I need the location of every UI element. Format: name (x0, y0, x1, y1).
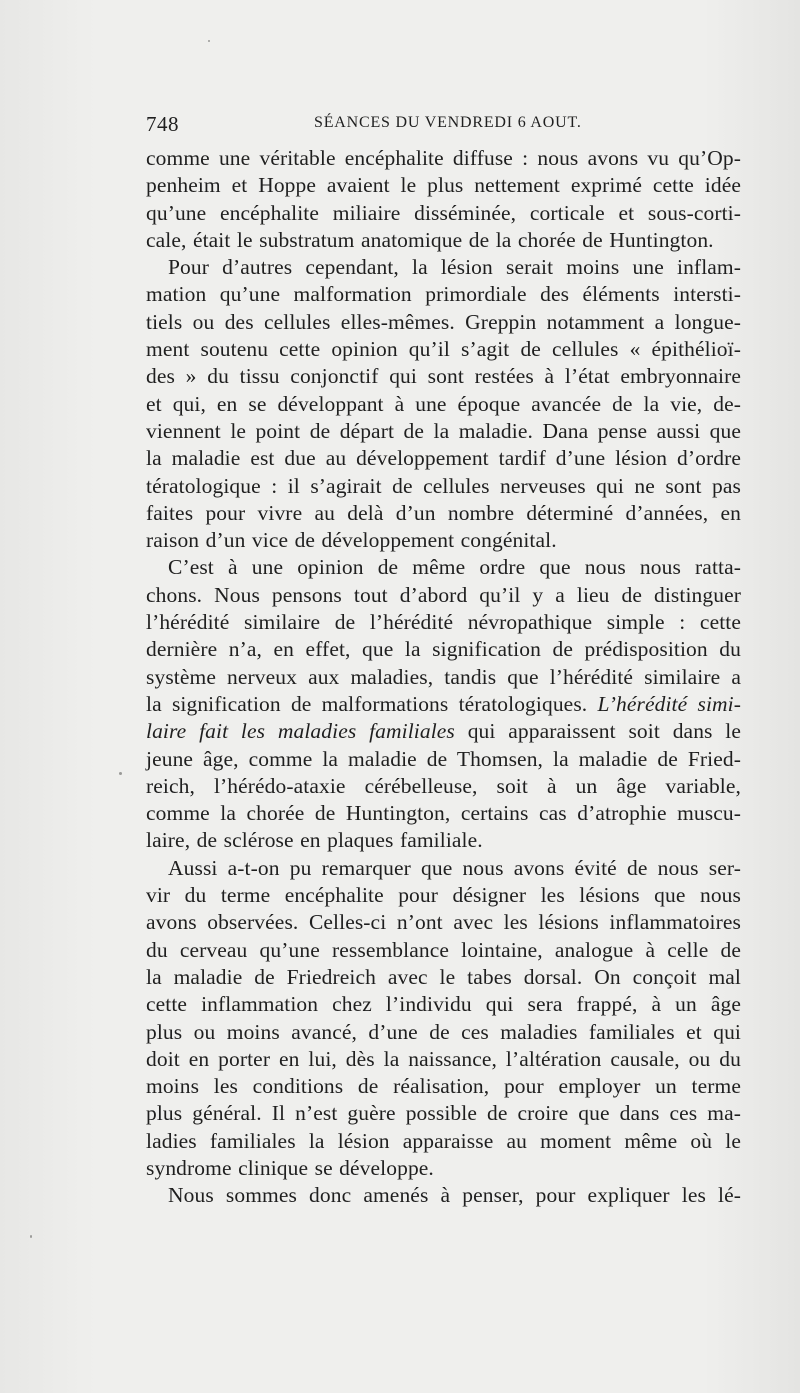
line-text: plus ou moins avancé, d’une de ces maladies familiales et qui (146, 1019, 741, 1044)
line-text: Pour d’autres cependant, la lésion serait moins une inflam- (168, 255, 741, 280)
body-text (146, 145, 741, 1210)
line-text: viennent le point de départ de la maladie. Dana pense aussi que (146, 418, 741, 443)
text-line (146, 254, 741, 281)
line-text: syndrome clinique se développe. (146, 1155, 434, 1180)
text-line (146, 1019, 741, 1046)
text-line (146, 1182, 741, 1209)
text-line (146, 800, 741, 827)
text-line (146, 773, 741, 800)
text-line (146, 664, 741, 691)
line-text: plus général. Il n’est guère possible de croire que dans ces ma- (146, 1101, 741, 1126)
line-text: doit en porter en lui, dès la naissance, l’altération causale, ou du (146, 1046, 741, 1071)
line-text: du cerveau qu’une ressemblance lointaine, analogue à celle de (146, 937, 741, 962)
line-text: cette inflammation chez l’individu qui sera frappé, à un âge (146, 992, 741, 1017)
text-line (146, 937, 741, 964)
line-text: comme une véritable encéphalite diffuse : nous avons vu qu’Op- (146, 146, 741, 170)
text-line (146, 827, 741, 854)
line-text: reich, l’hérédo-ataxie cérébelleuse, soit à un âge variable, (146, 773, 741, 798)
line-text: tératologique : il s’agirait de cellules nerveuses qui ne sont pas (146, 473, 741, 498)
text-line (146, 281, 741, 308)
paper-speck (119, 772, 122, 775)
text-line (146, 991, 741, 1018)
running-head: SÉANCES DU VENDREDI 6 AOUT. (314, 114, 582, 131)
paper-speck (30, 1235, 32, 1238)
line-text: faites pour vivre au delà d’un nombre déterminé d’années, en (146, 500, 741, 525)
paper-speck (208, 40, 210, 42)
text-line (146, 1046, 741, 1073)
line-text: C’est à une opinion de même ordre que nous nous ratta- (168, 555, 741, 580)
line-text: jeune âge, comme la maladie de Thomsen, la maladie de Fried- (146, 746, 741, 771)
line-text: ment soutenu cette opinion qu’il s’agit de cellules « épithélioï- (146, 337, 741, 362)
line-text: penheim et Hoppe avaient le plus nettement exprimé cette idée (146, 173, 741, 198)
text-line (146, 200, 741, 227)
line-text: la maladie est due au développement tardif d’une lésion d’ordre (146, 446, 741, 471)
page-number: 748 (146, 112, 179, 136)
line-text: avons observées. Celles-ci n’ont avec les lésions inflammatoires (146, 910, 741, 935)
italic-phrase: L’hérédité simi- (597, 691, 741, 716)
line-text: moins les conditions de réalisation, pour employer un terme (146, 1074, 741, 1099)
text-line (146, 363, 741, 390)
line-text: laire, de sclérose en plaques familiale. (146, 828, 483, 853)
text-line (146, 418, 741, 445)
text-line (146, 554, 741, 581)
text-line (146, 309, 741, 336)
text-line (146, 718, 741, 745)
line-text: tiels ou des cellules elles-mêmes. Greppin notamment a longue- (146, 309, 741, 334)
line-text: vir du terme encéphalite pour désigner les lésions que nous (146, 883, 741, 908)
text-line (146, 691, 741, 718)
text-line (146, 473, 741, 500)
line-text: et qui, en se développant à une époque avancée de la vie, de- (146, 391, 741, 416)
text-line (146, 145, 741, 172)
line-text: mation qu’une malformation primordiale des éléments intersti- (146, 282, 741, 307)
line-text: qu’une encéphalite miliaire disséminée, corticale et sous-corti- (146, 200, 741, 225)
line-text: la maladie de Friedreich avec le tabes dorsal. On conçoit mal (146, 964, 741, 989)
text-line (146, 609, 741, 636)
line-text: chons. Nous pensons tout d’abord qu’il y a lieu de distinguer (146, 582, 741, 607)
line-text: dernière n’a, en effet, que la signification de prédisposition du (146, 637, 741, 662)
line-text: comme la chorée de Huntington, certains cas d’atrophie muscu- (146, 801, 741, 826)
text-line (146, 527, 741, 554)
text-line (146, 336, 741, 363)
text-line (146, 746, 741, 773)
text-line (146, 636, 741, 663)
text-line (146, 909, 741, 936)
text-line (146, 227, 741, 254)
line-text: Nous sommes donc amenés à penser, pour expliquer les lé- (168, 1183, 741, 1208)
line-text: l’hérédité similaire de l’hérédité névropathique simple : cette (146, 610, 741, 635)
text-line (146, 445, 741, 472)
line-text: la signification de malformations tératologiques. (146, 691, 588, 716)
line-text: ladies familiales la lésion apparaisse au moment même où le (146, 1128, 741, 1153)
text-line (146, 582, 741, 609)
text-line (146, 391, 741, 418)
italic-phrase: laire fait les maladies familiales (146, 719, 455, 744)
text-line (146, 1128, 741, 1155)
text-line (146, 172, 741, 199)
line-text: système nerveux aux maladies, tandis que l’hérédité similaire a (146, 664, 741, 689)
line-text: raison d’un vice de développement congénital. (146, 528, 557, 553)
text-line (146, 500, 741, 527)
text-line (146, 1155, 741, 1182)
line-text: qui apparaissent soit dans le (467, 719, 742, 744)
line-text: cale, était le substratum anatomique de la chorée de Huntington. (146, 227, 714, 252)
text-line (146, 882, 741, 909)
text-line (146, 1100, 741, 1127)
line-text: Aussi a-t-on pu remarquer que nous avons évité de nous ser- (168, 855, 741, 880)
line-text: des » du tissu conjonctif qui sont restées à l’état embryonnaire (146, 364, 741, 389)
page-header (146, 108, 741, 144)
text-line (146, 964, 741, 991)
text-line (146, 1073, 741, 1100)
text-line (146, 855, 741, 882)
